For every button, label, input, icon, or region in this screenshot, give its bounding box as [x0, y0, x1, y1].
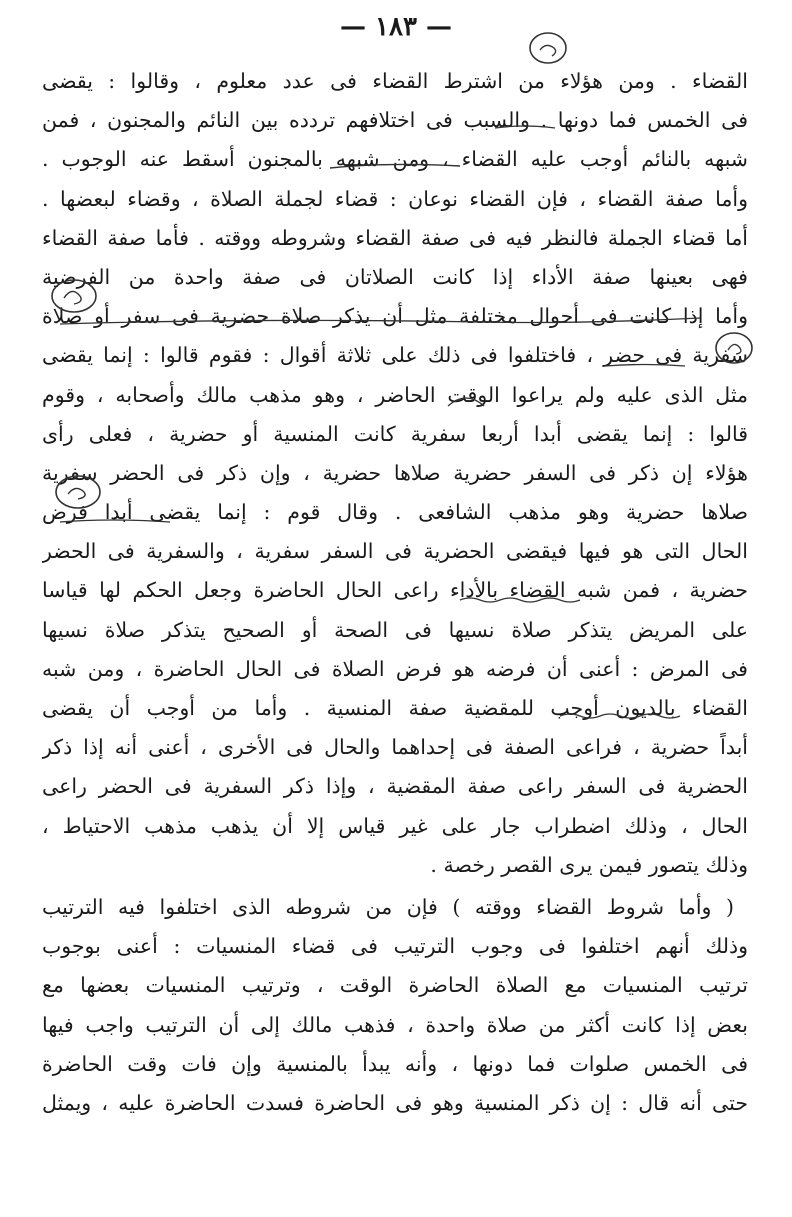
text-line: وذلك يتصور فيمن يرى القصر رخصة .	[430, 852, 748, 877]
paragraph-2	[42, 888, 748, 1123]
text-line: قالوا : إنما يقضى أبدا أربعا سفرية كانت المنسية أو حضرية ، فعلى رأى	[42, 421, 748, 446]
text-line: الحال ، وذلك اضطراب جار على غير قياس إلا أن يذهب مذهب الاحتياط ،	[42, 813, 748, 838]
pen-scribble-mark	[540, 45, 556, 56]
text-line: أما قضاء الجملة فالنظر فيه فى صفة القضاء وشروطه ووقته . فأما صفة القضاء	[42, 225, 748, 250]
text-line: وأما صفة القضاء ، فإن القضاء نوعان : قضاء لجملة الصلاة ، وقضاء لبعضها .	[42, 186, 748, 211]
text-line: الحضرية فى السفر راعى صفة المقضية ، وإذا ذكر السفرية فى الحضر راعى	[42, 774, 748, 799]
text-line: القضاء . ومن هؤلاء من اشترط القضاء فى عدد معلوم ، وقالوا : يقضى	[42, 69, 748, 93]
text-line: الحال التى هو فيها فيقضى الحضرية فى السفر سفرية ، والسفرية فى الحضر	[42, 539, 748, 564]
text-line: بعض إذا كانت أكثر من صلاة واحدة ، فذهب مالك إلى أن الترتيب واجب فيها	[42, 1012, 748, 1037]
page-number: — ١٨٣ —	[339, 12, 453, 42]
text-line: هؤلاء إن ذكر فى السفر حضرية صلاها حضرية ، وإن ذكر فى الحضر سفرية	[42, 460, 748, 485]
text-line: مثل الذى عليه ولم يراعوا الوقت الحاضر ، وهو مذهب مالك وأصحابه ، وقوم	[42, 382, 748, 407]
text-line: فى الخمس صلوات فما دونها ، وأنه يبدأ بالمنسية وإن فات وقت الحاضرة	[42, 1051, 748, 1076]
text-line: فى المرض : أعنى أن فرضه هو فرض الصلاة فى الحال الحاضرة ، ومن شبه	[42, 656, 748, 681]
text-line: أبداً حضرية ، فراعى الصفة فى إحداهما والحال فى الأخرى ، أعنى أنه إذا ذكر	[42, 735, 748, 760]
text-line: شبهه بالنائم أوجب عليه القضاء ، ومن شبهه بالمجنون أسقط عنه الوجوب .	[42, 147, 748, 172]
text-line: وأما إذا كانت فى أحوال مختلفة مثل أن يذكر صلاة حضرية فى سفر أو صلاة	[42, 304, 748, 329]
text-line: سفرية فى حضر ، فاختلفوا فى ذلك على ثلاثة أقوال : فقوم قالوا : إنما يقضى	[42, 343, 748, 368]
text-line: حتى أنه قال : إن ذكر المنسية وهو فى الحاضرة فسدت الحاضرة عليه ، ويمثل	[42, 1090, 748, 1115]
text-line: فهى بعينها صفة الأداء إذا كانت الصلاتان فى صفة واحدة من الفرضية	[42, 264, 748, 289]
text-line: ( وأما شروط القضاء ووقته ) فإن من شروطه الذى اختلفوا فيه الترتيب	[42, 895, 734, 919]
text-line: القضاء بالديون أوجب للمقضية صفة المنسية . وأما من أوجب أن يقضى	[42, 696, 748, 720]
text-line: وذلك أنهم اختلفوا فى وجوب الترتيب فى قضاء المنسيات : أعنى بوجوب	[42, 934, 748, 959]
text-line: ترتيب المنسيات مع الصلاة الحاضرة الوقت ، وترتيب المنسيات بعضها مع	[42, 973, 748, 998]
text-line: على المريض يتذكر صلاة نسيها فى الصحة أو الصحيح يتذكر صلاة نسيها	[42, 617, 748, 642]
paragraph-1	[42, 62, 748, 885]
text-line: حضرية ، فمن شبه القضاء بالأداء راعى الحال الحاضرة وجعل الحكم لها قياسا	[42, 578, 748, 603]
text-line: فى الخمس فما دونها . والسبب فى اختلافهم تردده بين النائم والمجنون ، فمن	[42, 108, 748, 133]
text-line: صلاها حضرية وهو مذهب الشافعى . وقال قوم : إنما يقضى أبدا فرض	[42, 500, 748, 525]
